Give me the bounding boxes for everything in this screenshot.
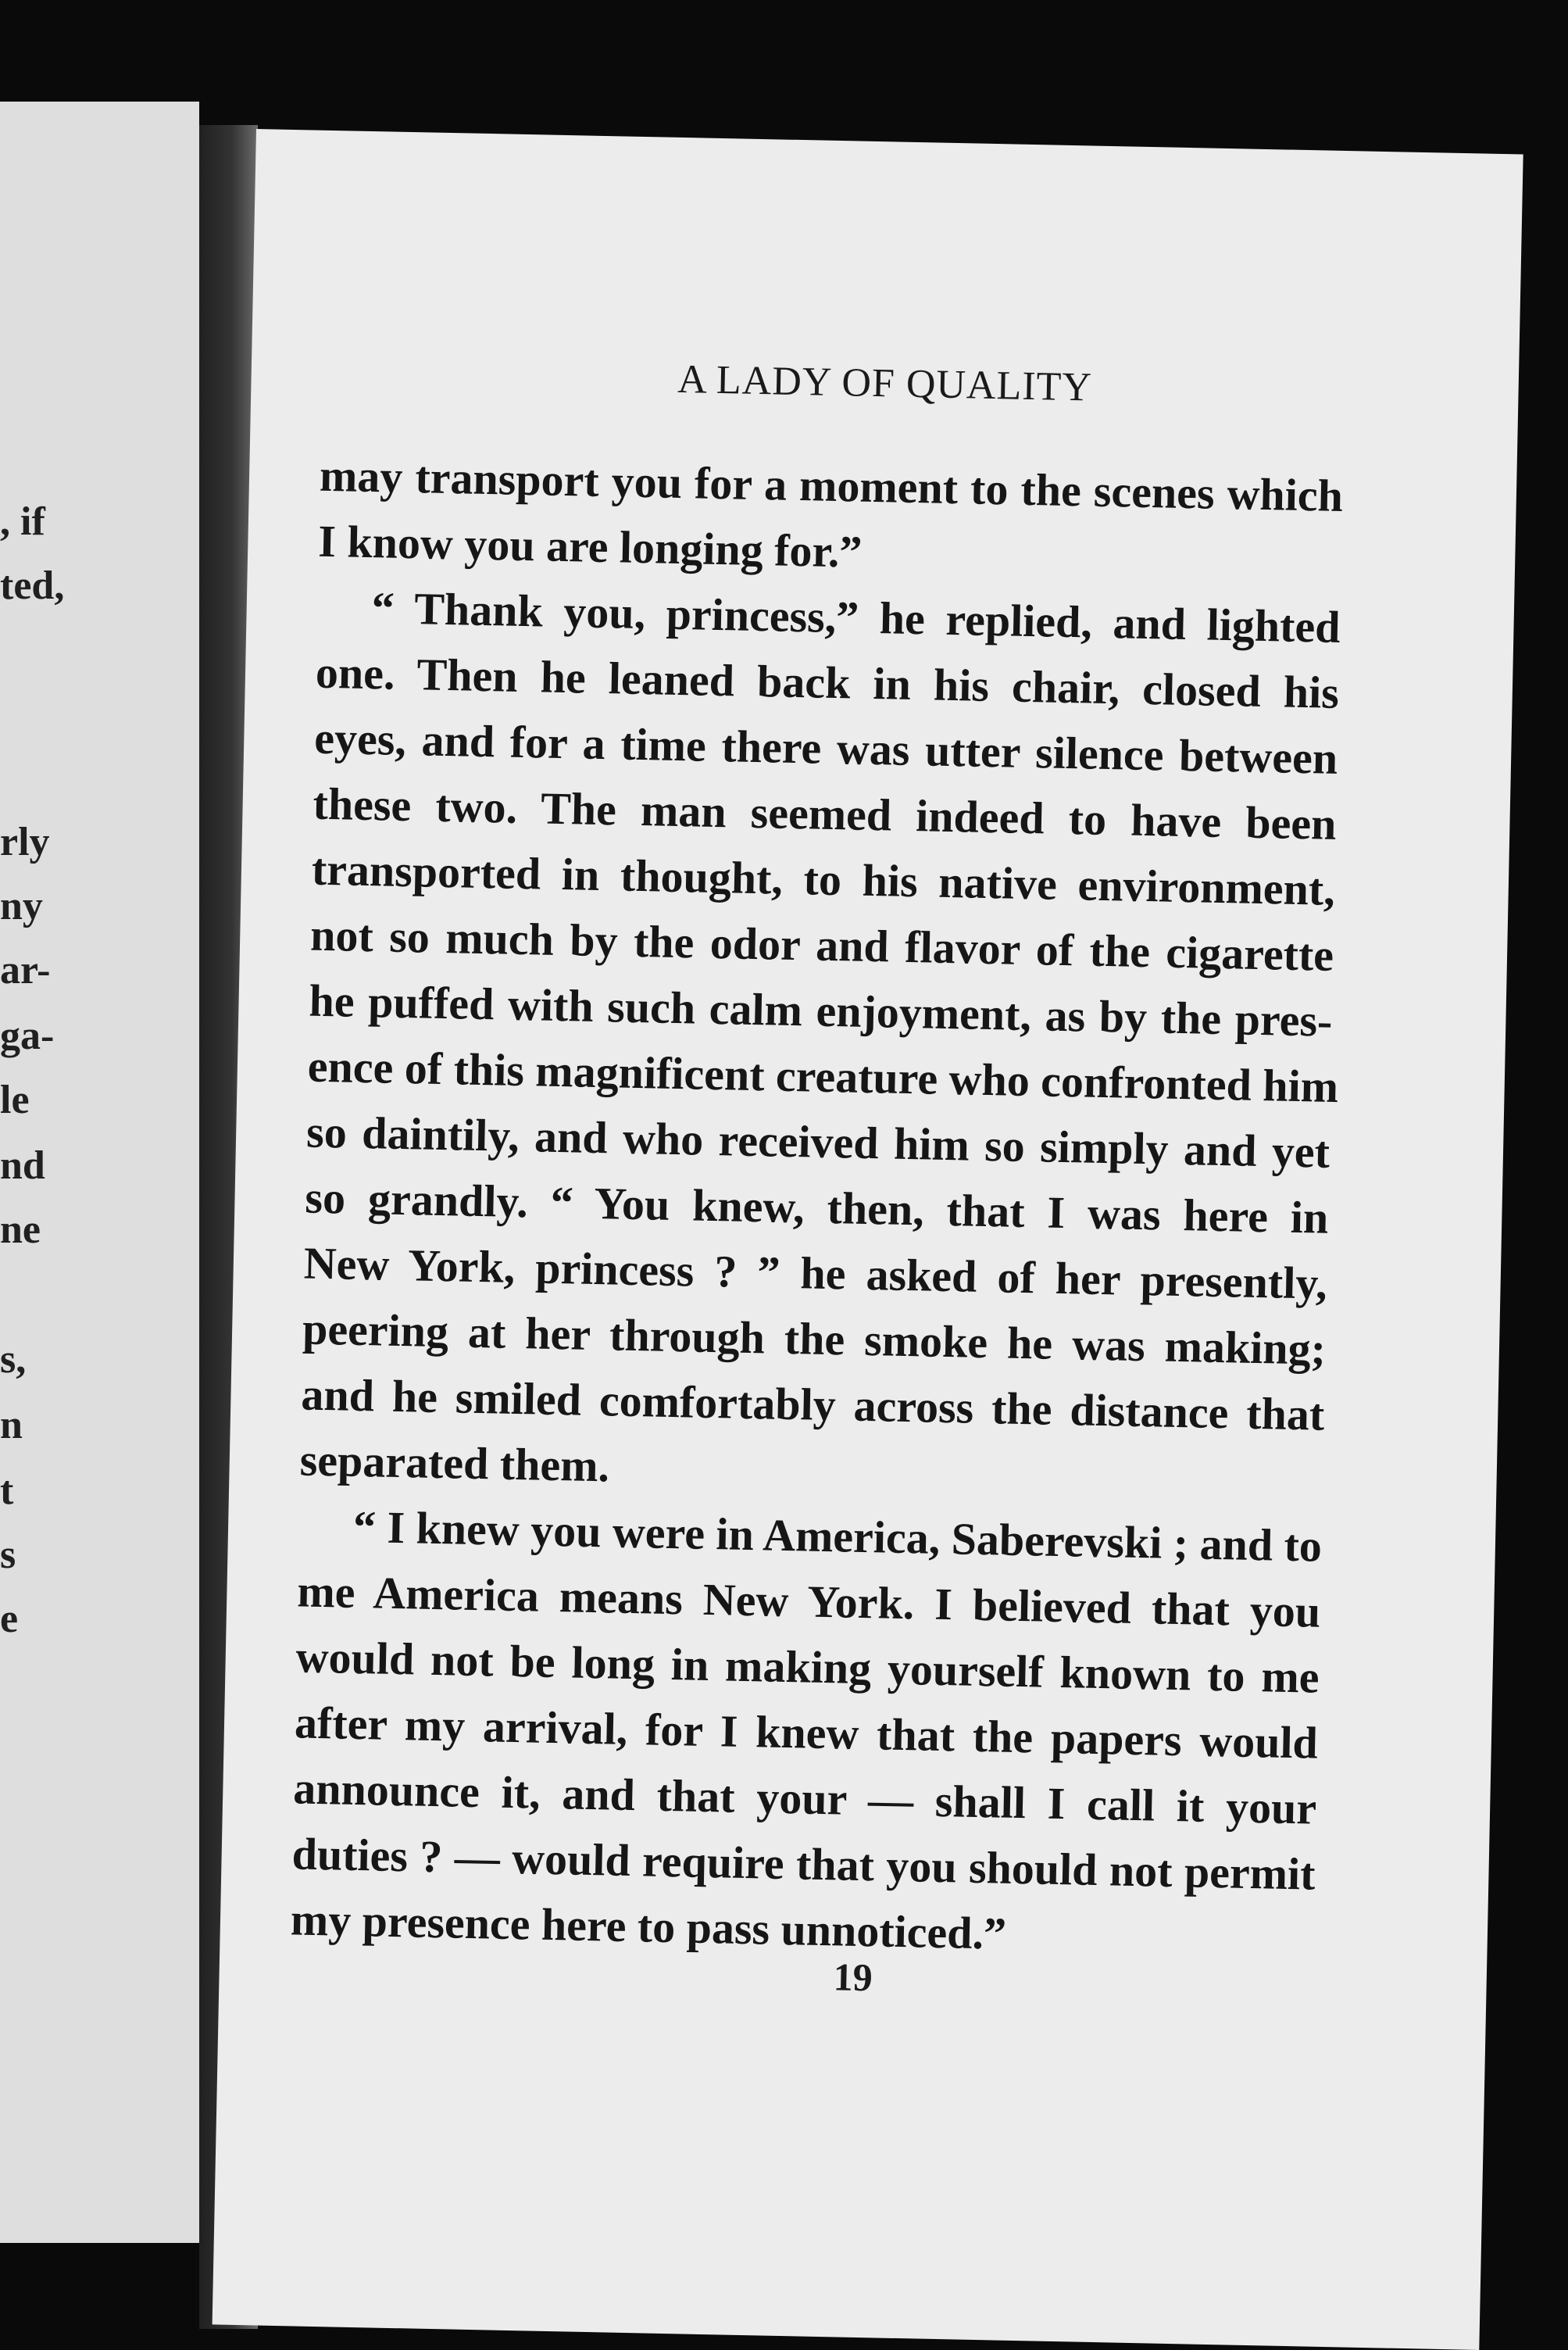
facing-page-text: s [0, 1533, 16, 1577]
text-line: my presence here to pass unnoticed.” [290, 1894, 1007, 1959]
book-page [213, 129, 1523, 2350]
facing-page-text: ga- [0, 1014, 55, 1058]
text-line: he puffed with such calm enjoyment, as by the pres- [308, 975, 1334, 1046]
facing-page-text: t [0, 1468, 14, 1513]
facing-page-text: ted, [0, 563, 65, 608]
facing-page-text: n [0, 1403, 23, 1447]
text-line: may transport you for a moment to the scenes which [319, 449, 1344, 522]
facing-page-text: nd [0, 1143, 45, 1188]
page-number: 19 [833, 1955, 873, 2000]
text-line: New York, princess ? ” he asked of her presently, [303, 1237, 1328, 1309]
text-line: not so much by the odor and flavor of the cigarette [309, 909, 1334, 981]
text-line: these two. The man seemed indeed to have been [313, 778, 1338, 850]
text-line: separated them. [299, 1434, 610, 1492]
text-line: would not be long in making yourself known to me [295, 1631, 1320, 1703]
text-line: one. Then he leaned back in his chair, closed his [315, 646, 1340, 718]
text-line: after my arrival, for I knew that the papers would [294, 1697, 1319, 1769]
text-line: duties ? — would require that you should not permit [291, 1828, 1316, 1900]
facing-page-text: , if [0, 499, 45, 544]
facing-page-text: rly [0, 820, 50, 864]
facing-page-text: s, [0, 1337, 27, 1382]
facing-page-text: le [0, 1078, 30, 1122]
text-line: so grandly. “ You knew, then, that I was here in [304, 1171, 1329, 1243]
text-line: and he smiled comfortably across the distance that [300, 1368, 1325, 1440]
text-line: transported in thought, to his native environment, [311, 843, 1336, 915]
text-line: I know you are longing for.” [317, 515, 863, 578]
running-header: A LADY OF QUALITY [677, 356, 1093, 410]
facing-page-text: ny [0, 884, 43, 928]
text-line: peering at her through the smoke he was making; [302, 1303, 1327, 1375]
facing-page-text: e [0, 1597, 19, 1641]
page-body [290, 443, 1344, 1973]
text-line: eyes, and for a time there was utter silence between [313, 712, 1338, 784]
text-line: announce it, and that your — shall I call it your [292, 1762, 1317, 1834]
facing-page-text: ar- [0, 948, 51, 993]
text-line: “ I knew you were in America, Saberevski ; and to [352, 1500, 1323, 1572]
facing-page-fragment [0, 102, 199, 2243]
text-line: me America means New York. I believed that you [296, 1565, 1321, 1637]
facing-page-text: ne [0, 1207, 41, 1252]
text-line: “ Thank you, princess,” he replied, and lighted [371, 582, 1341, 653]
text-line: so daintily, and who received him so simply and yet [305, 1106, 1330, 1178]
text-line: ence of this magnificent creature who confronted him [307, 1040, 1339, 1113]
